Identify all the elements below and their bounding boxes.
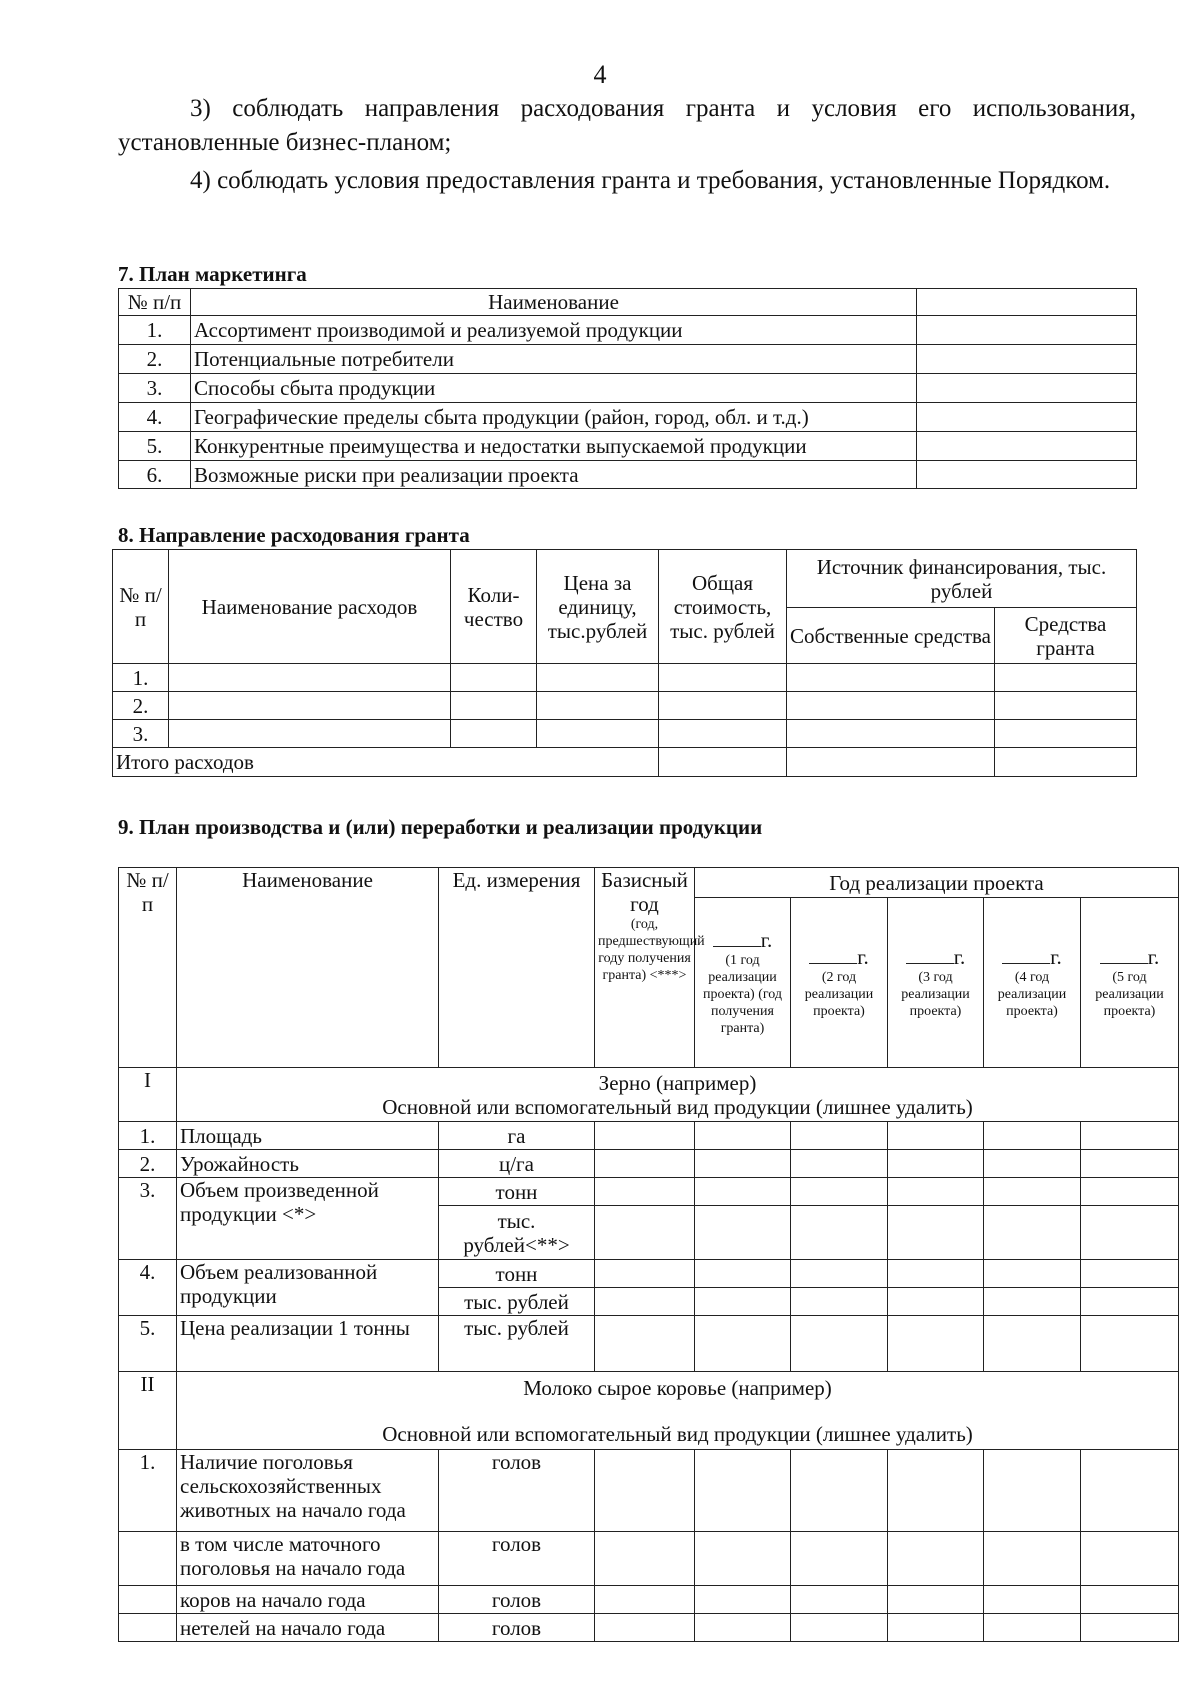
value-cell xyxy=(917,403,1137,432)
obligation-item-4: 4) соблюдать условия предоставления гранта и требования, установленные Порядком. xyxy=(190,167,1111,194)
row-unit: голов xyxy=(439,1586,595,1614)
page-number: 4 xyxy=(593,60,607,89)
column-header-grant-funds: Средства гранта xyxy=(995,608,1137,664)
row-num: 3. xyxy=(119,374,191,403)
year-3-header xyxy=(888,898,984,1068)
row-num xyxy=(119,1586,177,1614)
group-subtitle-text: Основной или вспомогательный вид продукции (лишнее удалить) xyxy=(382,1421,973,1446)
grant-expenses-table xyxy=(112,549,1137,777)
column-header-base-year xyxy=(595,868,705,1068)
total-expenses-label: Итого расходов xyxy=(113,748,659,777)
year-5-header xyxy=(1081,898,1179,1068)
column-header-qty: Коли-чество xyxy=(451,550,537,664)
row-unit: га xyxy=(439,1122,595,1150)
intro-text xyxy=(118,92,1136,202)
row-name: коров на начало года xyxy=(177,1586,439,1614)
row-name: Конкурентные преимущества и недостатки выпускаемой продукции xyxy=(191,432,917,461)
row-num: 6. xyxy=(119,461,191,489)
year-3-note: (3 год реализации проекта) xyxy=(901,970,970,1019)
row-name: Объем реализованной продукции xyxy=(177,1260,439,1316)
row-num: 1. xyxy=(119,1450,177,1532)
row-num: 4. xyxy=(119,403,191,432)
row-unit: тыс. рублей xyxy=(439,1316,595,1372)
row-name: в том числе маточного поголовья на начало года xyxy=(177,1532,439,1586)
row-num: 5. xyxy=(119,432,191,461)
row-unit: голов xyxy=(439,1450,595,1532)
row-num: 4. xyxy=(119,1260,177,1316)
column-header-total: Общая стоимость, тыс. рублей xyxy=(659,550,787,664)
year-1-header xyxy=(695,898,791,1068)
column-header-unit: Ед. измерения xyxy=(439,868,595,1068)
column-header-name: Наименование xyxy=(191,289,917,316)
column-header-num: № п/п xyxy=(119,289,191,316)
row-name: Наличие поголовья сельскохозяйственных животных на начало года xyxy=(177,1450,439,1532)
section-9-title: 9. План производства и (или) переработки и реализации продукции xyxy=(118,815,763,839)
row-num: 1. xyxy=(119,316,191,345)
row-name: Географические пределы сбыта продукции (район, город, обл. и т.д.) xyxy=(191,403,917,432)
row-num xyxy=(119,1532,177,1586)
row-num: 3. xyxy=(119,1178,177,1260)
year-suffix: г. xyxy=(1147,945,1160,969)
row-num: 2. xyxy=(119,345,191,374)
row-name: Ассортимент производимой и реализуемой продукции xyxy=(191,316,917,345)
value-cell xyxy=(917,461,1137,489)
row-unit: тыс. рублей xyxy=(439,1288,595,1316)
column-header-own-funds: Собственные средства xyxy=(787,608,995,664)
year-4-header xyxy=(984,898,1081,1068)
row-num: 2. xyxy=(113,692,169,720)
column-header-name: Наименование xyxy=(177,868,439,1068)
group-title xyxy=(177,1068,1179,1122)
row-unit: голов xyxy=(439,1532,595,1586)
row-name: Потенциальные потребители xyxy=(191,345,917,374)
marketing-plan-table xyxy=(118,288,1137,489)
year-suffix: г. xyxy=(760,928,773,952)
row-unit: тыс. рублей<**> xyxy=(439,1206,595,1260)
production-plan-table xyxy=(118,867,1179,1642)
row-unit: ц/га xyxy=(439,1150,595,1178)
row-unit: голов xyxy=(439,1614,595,1642)
row-unit: тонн xyxy=(439,1260,595,1288)
year-suffix: г. xyxy=(953,945,966,969)
obligation-item-3: 3) соблюдать направления расходования гранта и условия его использования, установленные бизнес-планом; xyxy=(118,95,1136,156)
year-5-note: (5 год реализации проекта) xyxy=(1095,970,1164,1019)
year-suffix: г. xyxy=(857,945,869,969)
row-name: Возможные риски при реализации проекта xyxy=(191,461,917,489)
empty-cell xyxy=(917,289,1137,316)
column-header-project-years: Год реализации проекта xyxy=(695,868,1179,898)
group-title-text: Молоко сырое коровье (например) xyxy=(523,1375,832,1400)
base-year-note: (год, предшествующий году получения гранта) <***> xyxy=(598,917,705,983)
row-unit: тонн xyxy=(439,1178,595,1206)
column-header-source: Источник финансирования, тыс. рублей xyxy=(787,550,1137,608)
group-num: II xyxy=(119,1372,177,1450)
row-name: Площадь xyxy=(177,1122,439,1150)
row-num: 1. xyxy=(119,1122,177,1150)
row-name: Объем произведенной продукции <*> xyxy=(177,1178,439,1260)
value-cell xyxy=(917,345,1137,374)
row-num: 2. xyxy=(119,1150,177,1178)
row-name: Урожайность xyxy=(177,1150,439,1178)
row-name: Цена реализации 1 тонны xyxy=(177,1316,439,1372)
group-num: I xyxy=(119,1068,177,1122)
row-name: нетелей на начало года xyxy=(177,1614,439,1642)
column-header-price: Цена за единицу, тыс.рублей xyxy=(537,550,659,664)
base-year-label: Базисный год xyxy=(601,868,688,916)
row-num: 3. xyxy=(113,720,169,748)
section-7-title: 7. План маркетинга xyxy=(118,262,307,286)
value-cell xyxy=(917,374,1137,403)
value-cell xyxy=(917,316,1137,345)
year-2-header xyxy=(791,898,888,1068)
row-name: Способы сбыта продукции xyxy=(191,374,917,403)
group-title-text: Зерно (например) xyxy=(598,1070,757,1095)
year-1-note: (1 год реализации проекта) (год получения гранта) xyxy=(703,953,782,1036)
column-header-num: № п/п xyxy=(113,550,169,664)
group-subtitle-text: Основной или вспомогательный вид продукции (лишнее удалить) xyxy=(382,1094,973,1119)
value-cell xyxy=(917,432,1137,461)
row-num: 1. xyxy=(113,664,169,692)
year-suffix: г. xyxy=(1050,945,1062,969)
column-header-name: Наименование расходов xyxy=(169,550,451,664)
year-2-note: (2 год реализации проекта) xyxy=(804,970,874,1019)
year-4-note: (4 год реализации проекта) xyxy=(997,970,1067,1019)
row-num xyxy=(119,1614,177,1642)
row-num: 5. xyxy=(119,1316,177,1372)
group-title xyxy=(177,1372,1179,1450)
section-8-title: 8. Направление расходования гранта xyxy=(118,523,470,547)
column-header-num: № п/п xyxy=(119,868,177,1068)
